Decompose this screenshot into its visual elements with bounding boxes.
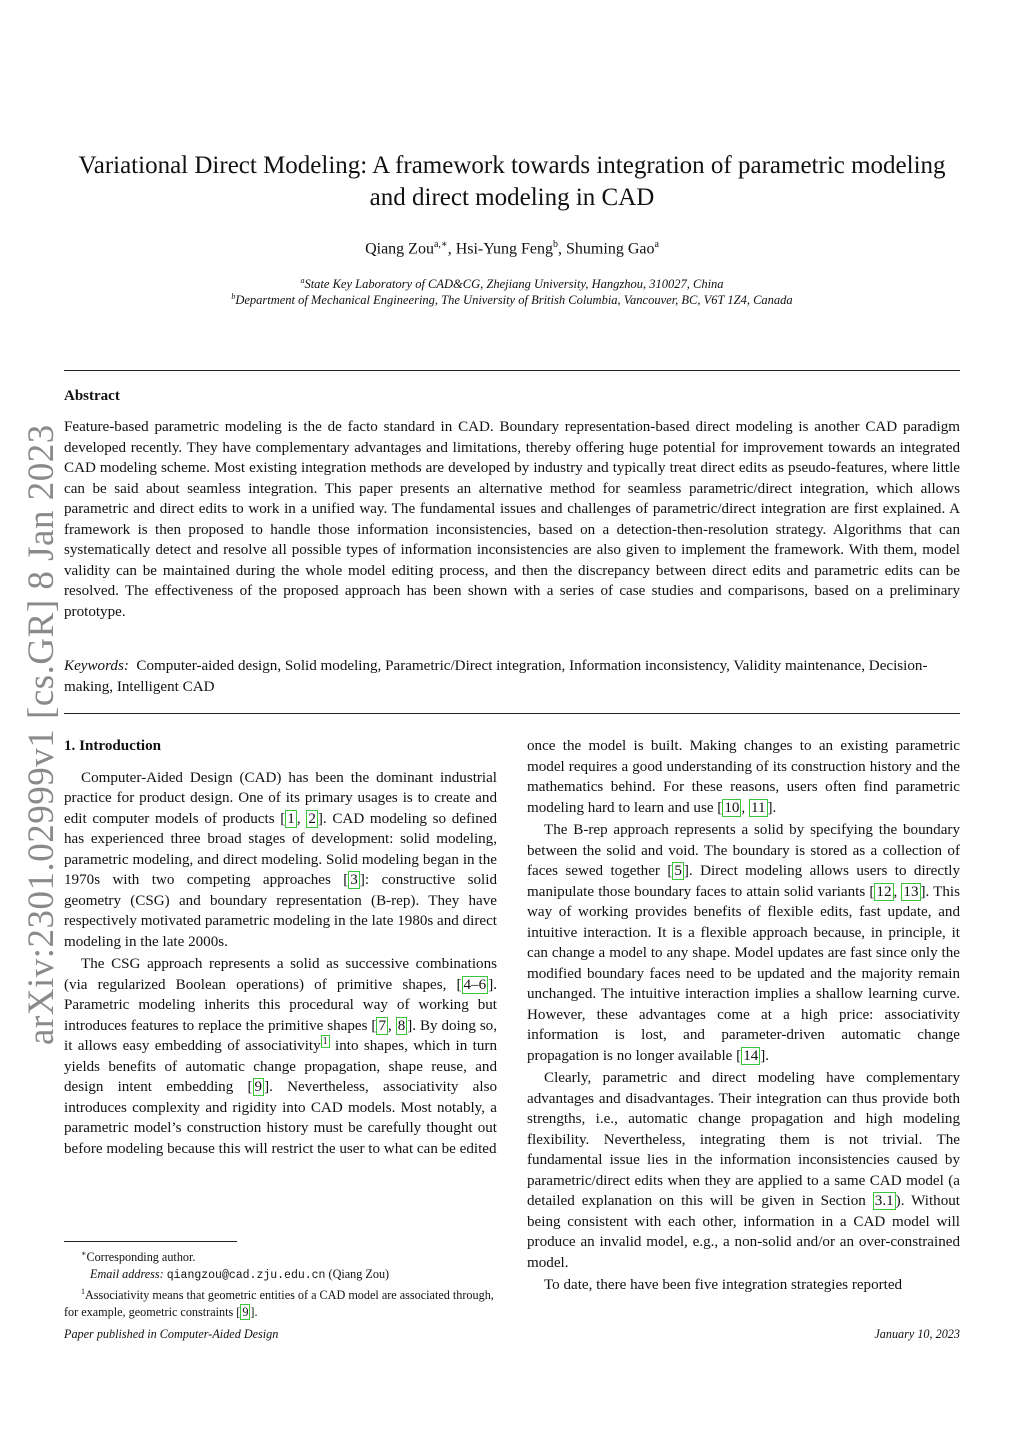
author-sup: b <box>553 239 559 250</box>
divider <box>64 370 960 371</box>
paragraph: To date, there have been five integration strategies reported <box>544 1277 903 1293</box>
author-name: Hsi-Yung Feng <box>455 240 554 258</box>
section-link[interactable]: 3.1 <box>874 1193 894 1209</box>
citation-link[interactable]: 14 <box>743 1047 759 1064</box>
keywords <box>64 656 960 697</box>
citation-link[interactable]: 5 <box>674 863 682 879</box>
footnote-divider <box>64 1241 237 1242</box>
paper-title <box>64 150 960 214</box>
affiliation-a <box>64 276 960 292</box>
author-name: Shuming Gao <box>566 240 655 258</box>
email-note: Email address: qiangzou@cad.zju.edu.cn (Qiang Zou) <box>90 1266 390 1282</box>
footer-journal: Paper published in Computer-Aided Design <box>64 1327 279 1341</box>
paragraph: once the model is built. Making changes to an existing parametric model requires a good understanding of its construction history and the mathematics behind. For these reasons, users often find parametric modeling hard to learn and use [ 10 , 11 ]. <box>527 738 960 816</box>
footer-date: January 10, 2023 <box>874 1327 960 1341</box>
citation-link[interactable]: 10 <box>724 799 740 816</box>
footnote-1: $^1$Associativity means that geometric entities of a CAD model are associated through, for example, geometric constraints [ 9 ]. <box>64 1287 494 1319</box>
citation-link[interactable]: 9 <box>242 1304 249 1319</box>
paragraph: The CSG approach represents a solid as successive combinations (via regularized Boolean operations) of primitive shapes, [ 4–6 ]. Parametric modeling inherits this procedural way of working but introduces features to replace the primitive shapes [ 7 , 8 ]. By doing so, it allows easy embedding of associativity $^1$ into shapes, which in turn yields benefits of automatic change propagation, shape reuse, and design intent embedding [ 9 ]. Nevertheless, associativity also introduces complexity and rigidity into CAD models. Most notably, a parametric model’s construction history must be carefully thought out before modeling because this will restrict the user to what can be edited <box>64 956 498 1157</box>
citation-link[interactable]: 2 <box>308 810 316 827</box>
footnote-link[interactable]: 1 <box>322 1035 328 1047</box>
citation-link[interactable]: 7 <box>378 1017 386 1034</box>
footnotes <box>64 1246 497 1320</box>
citation-link[interactable]: 11 <box>750 799 766 816</box>
left-column <box>64 736 497 1159</box>
right-column <box>527 736 960 1296</box>
citation-link[interactable]: 1 <box>287 810 295 827</box>
citation-link[interactable]: 12 <box>876 883 892 900</box>
author-sup: a <box>654 239 659 250</box>
affiliation-text: Department of Mechanical Engineering, The University of British Columbia, Vancouver, BC, V6T 1Z4, Canada <box>235 293 793 308</box>
abstract-heading: Abstract <box>64 388 120 404</box>
author-name: Qiang Zou <box>365 240 434 258</box>
keywords-label: Keywords: <box>64 658 129 674</box>
author-list: Qiang Zou$^{a,∗}$, Hsi-Yung Feng$^b$, Shuming Gao$^a$ <box>365 239 659 258</box>
divider <box>64 713 960 714</box>
paragraph: The B-rep approach represents a solid by specifying the boundary between the solid and void. The boundary is stored as a collection of faces sewed together [ 5 ]. Direct modeling allows users to directly manipulate those boundary faces to attain solid variants [ 12 , 13 ]. This way of working provides benefits of flexible edits, fast update, and intuitive interaction. It is a flexible approach because, in principle, it can change a model to any shape. Model updates are fast since only the modified boundary faces need to be updated and the majority remain unchanged. The intuitive interaction implies a shallow learning curve. However, these advantages come at a high price: associativity information is lost, and parameter-driven automatic change propagation is no longer available [ 14 ]. <box>527 822 960 1064</box>
citation-link[interactable]: 3 <box>350 872 358 888</box>
title-line-2: and direct modeling in CAD <box>369 184 655 211</box>
title-line-1: Variational Direct Modeling: A framework towards integration of parametric modeling <box>78 152 946 179</box>
abstract-text: Feature-based parametric modeling is the de facto standard in CAD. Boundary representation-based direct modeling is another CAD paradigm developed recently. They have complementary advantages and limitations, thereby offering huge potential for improvement towards an integrated CAD modeling scheme. Most existing integration methods are developed by industry and typically treat direct edits as pseudo-features, where little can be said about seamless integration. This paper presents an alternative method for seamless parametric/direct integration, which allows parametric and direct edits to work in a unified way. The fundamental issues and challenges of parametric/direct integration are first explained. A framework is then proposed to handle those information inconsistencies, based on a detection-then-resolution strategy. Algorithms that can systematically detect and resolve all possible types of information inconsistencies are also given to implement the framework. With them, model validity can be maintained during the whole model editing process, and then the discrepancy between direct edits and parametric edits can be resolved. The effectiveness of the proposed approach has been shown with a series of case studies and comparisons, based on a preliminary prototype. <box>64 419 960 620</box>
citation-link[interactable]: 8 <box>397 1017 406 1034</box>
paragraph: Clearly, parametric and direct modeling have complementary advantages and disadvantages. Their integration can thus provide both strengths, i.e., automatic change propagation and high modeling flexibility. Nevertheless, integrating them is not trivial. The fundamental issue lies in the information inconsistencies caused by parametric/direct edits when they are applied to a same CAD model (a detailed explanation on this will be given in Section 3.1 ). Without being consistent with each other, information in a CAD model will produce an invalid model, e.g., a non-solid and/or an over-constrained model. <box>527 1070 960 1271</box>
citation-link[interactable]: 9 <box>254 1079 263 1095</box>
affiliation-b <box>64 292 960 308</box>
affiliation-sup: b <box>231 292 236 301</box>
affiliation-sup: a <box>300 276 305 285</box>
arxiv-stamp: arXiv:2301.02999v1 [cs.GR] 8 Jan 2023 <box>21 424 62 1045</box>
affiliation-text: State Key Laboratory of CAD&CG, Zhejiang University, Hangzhou, 310027, China <box>304 277 724 292</box>
paragraph: Computer-Aided Design (CAD) has been the dominant industrial practice for product design. One of its primary usages is to create and edit computer models of products [ 1 , 2 ]. CAD modeling so defined has experienced three broad stages of development: solid modeling, parametric modeling, and direct modeling. Solid modeling began in the 1970s with two competing approaches [ 3 ]: constructive solid geometry (CSG) and boundary representation (B-rep). They have respectively motivated parametric modeling in the late 1980s and direct modeling in the late 2000s. <box>64 769 497 950</box>
corresponding-note: ∗Corresponding author. <box>81 1249 196 1265</box>
citation-link[interactable]: 4–6 <box>463 976 487 993</box>
keywords-list: Computer-aided design, Solid modeling, Parametric/Direct integration, Information inconsistency, Validity maintenance, Decision-making, Intelligent CAD <box>64 658 928 695</box>
section-heading: 1. Introduction <box>64 738 162 754</box>
citation-link[interactable]: 13 <box>903 883 919 900</box>
author-sup: a,∗ <box>433 239 448 250</box>
email-link[interactable]: qiangzou@cad.zju.edu.cn <box>166 1268 326 1282</box>
